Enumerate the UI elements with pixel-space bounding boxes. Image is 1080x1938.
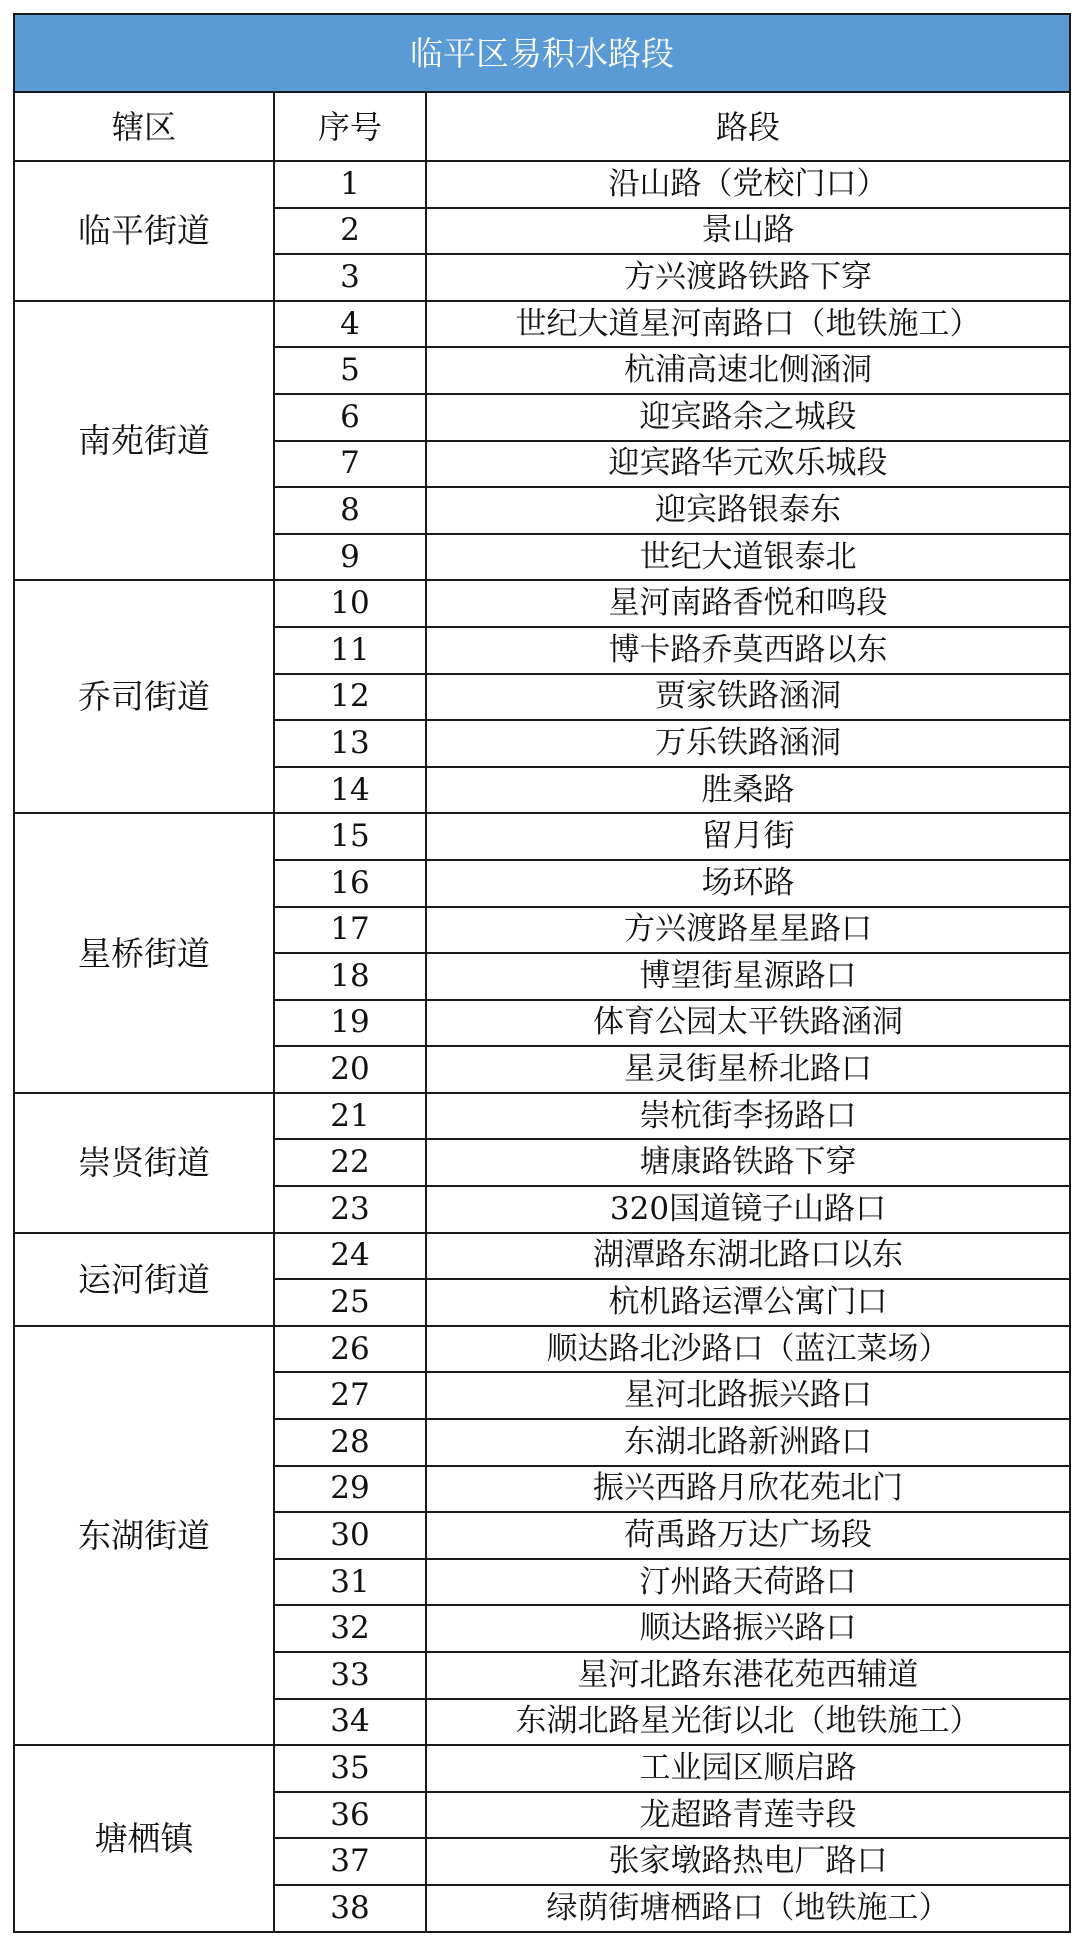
index-cell: 19 — [274, 1000, 426, 1047]
road-cell: 场环路 — [426, 860, 1070, 907]
index-cell: 35 — [274, 1745, 426, 1792]
road-cell: 张家墩路热电厂路口 — [426, 1838, 1070, 1885]
index-cell: 10 — [274, 580, 426, 627]
title-row — [14, 14, 1070, 92]
road-cell: 星河北路振兴路口 — [426, 1372, 1070, 1419]
district-cell: 星桥街道 — [14, 813, 274, 1093]
index-cell: 3 — [274, 254, 426, 301]
road-cell: 荷禹路万达广场段 — [426, 1512, 1070, 1559]
road-cell: 崇杭街李扬路口 — [426, 1093, 1070, 1140]
index-cell: 21 — [274, 1093, 426, 1140]
road-cell: 振兴西路月欣花苑北门 — [426, 1466, 1070, 1513]
road-cell: 星河南路香悦和鸣段 — [426, 580, 1070, 627]
index-cell: 6 — [274, 394, 426, 441]
index-cell: 20 — [274, 1046, 426, 1093]
index-cell: 31 — [274, 1559, 426, 1606]
district-cell: 运河街道 — [14, 1233, 274, 1326]
table-row — [14, 1093, 1070, 1140]
road-cell: 胜桑路 — [426, 767, 1070, 814]
road-cell: 迎宾路余之城段 — [426, 394, 1070, 441]
road-cell: 东湖北路星光街以北（地铁施工） — [426, 1699, 1070, 1746]
district-cell: 乔司街道 — [14, 580, 274, 813]
index-cell: 5 — [274, 347, 426, 394]
index-cell: 27 — [274, 1372, 426, 1419]
index-cell: 23 — [274, 1186, 426, 1233]
table-body — [14, 161, 1070, 1932]
road-cell: 东湖北路新洲路口 — [426, 1419, 1070, 1466]
index-cell: 30 — [274, 1512, 426, 1559]
index-cell: 25 — [274, 1279, 426, 1326]
index-cell: 13 — [274, 720, 426, 767]
header-row — [14, 92, 1070, 161]
index-cell: 37 — [274, 1838, 426, 1885]
road-cell: 世纪大道星河南路口（地铁施工） — [426, 301, 1070, 348]
road-cell: 万乐铁路涵洞 — [426, 720, 1070, 767]
road-cell: 杭浦高速北侧涵洞 — [426, 347, 1070, 394]
index-cell: 15 — [274, 813, 426, 860]
index-cell: 16 — [274, 860, 426, 907]
header-road: 路段 — [426, 92, 1070, 161]
road-cell: 留月街 — [426, 813, 1070, 860]
road-cell: 顺达路北沙路口（蓝江菜场） — [426, 1326, 1070, 1373]
index-cell: 28 — [274, 1419, 426, 1466]
district-cell: 南苑街道 — [14, 301, 274, 581]
index-cell: 36 — [274, 1792, 426, 1839]
index-cell: 18 — [274, 953, 426, 1000]
index-cell: 1 — [274, 161, 426, 208]
index-cell: 7 — [274, 441, 426, 488]
road-cell: 景山路 — [426, 208, 1070, 255]
table-row — [14, 580, 1070, 627]
road-cell: 塘康路铁路下穿 — [426, 1139, 1070, 1186]
index-cell: 32 — [274, 1605, 426, 1652]
road-cell: 贾家铁路涵洞 — [426, 674, 1070, 721]
index-cell: 17 — [274, 907, 426, 954]
index-cell: 34 — [274, 1699, 426, 1746]
road-cell: 方兴渡路星星路口 — [426, 907, 1070, 954]
road-cell: 方兴渡路铁路下穿 — [426, 254, 1070, 301]
road-cell: 体育公园太平铁路涵洞 — [426, 1000, 1070, 1047]
road-cell: 沿山路（党校门口） — [426, 161, 1070, 208]
header-district: 辖区 — [14, 92, 274, 161]
road-cell: 龙超路青莲寺段 — [426, 1792, 1070, 1839]
index-cell: 8 — [274, 487, 426, 534]
road-cell: 绿荫街塘栖路口（地铁施工） — [426, 1885, 1070, 1932]
index-cell: 2 — [274, 208, 426, 255]
index-cell: 22 — [274, 1139, 426, 1186]
header-index: 序号 — [274, 92, 426, 161]
index-cell: 12 — [274, 674, 426, 721]
index-cell: 26 — [274, 1326, 426, 1373]
table-row — [14, 1745, 1070, 1792]
waterlogging-table — [13, 13, 1071, 1933]
road-cell: 迎宾路华元欢乐城段 — [426, 441, 1070, 488]
index-cell: 38 — [274, 1885, 426, 1932]
district-cell: 崇贤街道 — [14, 1093, 274, 1233]
road-cell: 星灵街星桥北路口 — [426, 1046, 1070, 1093]
table-row — [14, 1326, 1070, 1373]
district-cell: 临平街道 — [14, 161, 274, 301]
table-row — [14, 301, 1070, 348]
table-row — [14, 1233, 1070, 1280]
road-cell: 湖潭路东湖北路口以东 — [426, 1233, 1070, 1280]
index-cell: 29 — [274, 1466, 426, 1513]
index-cell: 14 — [274, 767, 426, 814]
road-cell: 杭机路运潭公寓门口 — [426, 1279, 1070, 1326]
road-cell: 博卡路乔莫西路以东 — [426, 627, 1070, 674]
road-cell: 汀州路天荷路口 — [426, 1559, 1070, 1606]
road-cell: 星河北路东港花苑西辅道 — [426, 1652, 1070, 1699]
road-cell: 工业园区顺启路 — [426, 1745, 1070, 1792]
index-cell: 11 — [274, 627, 426, 674]
index-cell: 24 — [274, 1233, 426, 1280]
index-cell: 4 — [274, 301, 426, 348]
district-cell: 东湖街道 — [14, 1326, 274, 1745]
road-cell: 迎宾路银泰东 — [426, 487, 1070, 534]
road-cell: 世纪大道银泰北 — [426, 534, 1070, 581]
table-row — [14, 161, 1070, 208]
table-row — [14, 813, 1070, 860]
table-title: 临平区易积水路段 — [14, 14, 1070, 92]
road-cell: 博望街星源路口 — [426, 953, 1070, 1000]
road-cell: 顺达路振兴路口 — [426, 1605, 1070, 1652]
index-cell: 33 — [274, 1652, 426, 1699]
district-cell: 塘栖镇 — [14, 1745, 274, 1931]
road-cell: 320国道镜子山路口 — [426, 1186, 1070, 1233]
index-cell: 9 — [274, 534, 426, 581]
